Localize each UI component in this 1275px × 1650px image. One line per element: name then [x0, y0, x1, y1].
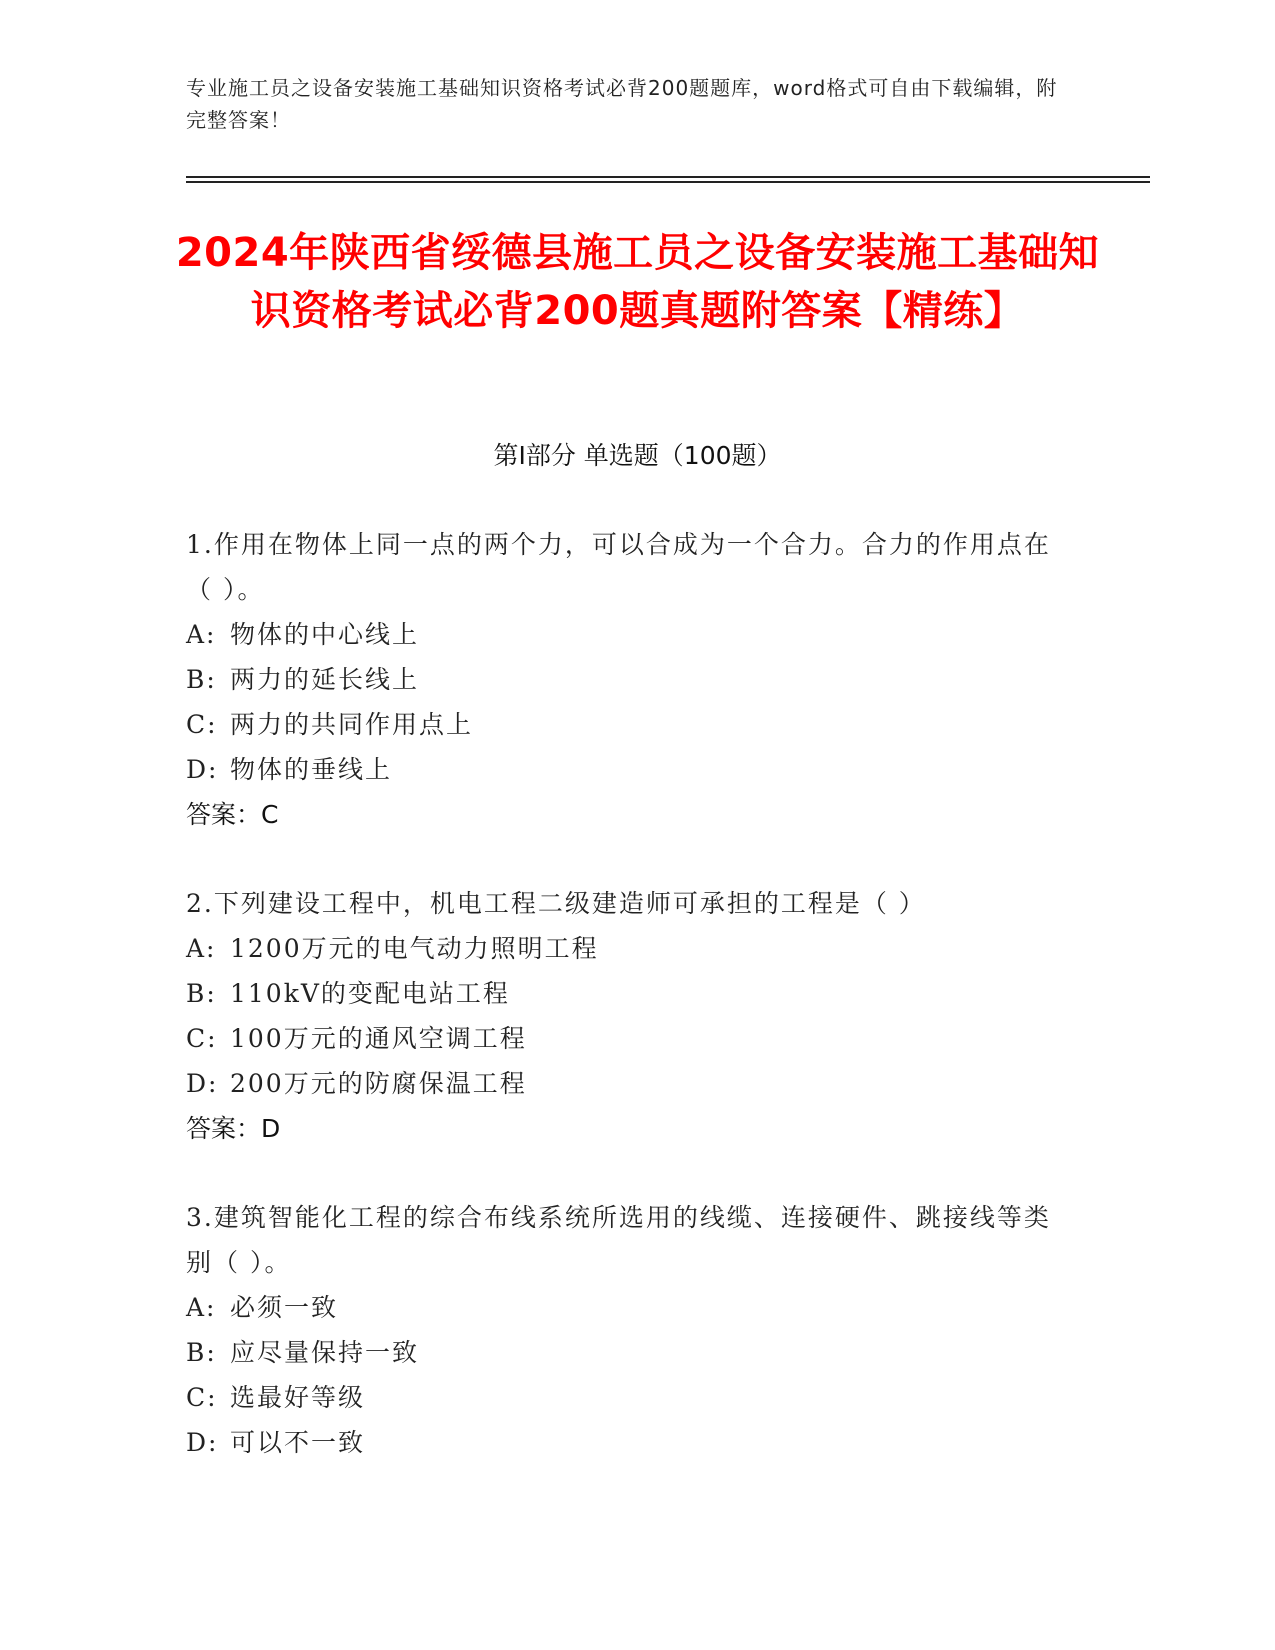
option-c: [186, 702, 1066, 747]
option-label: A:: [186, 620, 217, 649]
option-text: 可以不一致: [230, 1428, 366, 1457]
header-note: 专业施工员之设备安装施工基础知识资格考试必背200题题库，word格式可自由下载编辑，附完整答案！: [186, 76, 1058, 132]
answer-line: [186, 792, 1066, 837]
option-b: [186, 971, 1066, 1016]
option-a: [186, 612, 1066, 657]
option-a: [186, 1285, 1066, 1330]
header-rule-bottom: [186, 181, 1150, 183]
answer-line: [186, 1106, 1066, 1151]
answer-value: D: [261, 1114, 281, 1143]
option-label: D:: [186, 755, 219, 784]
option-label: A:: [186, 934, 217, 963]
option-b: [186, 657, 1066, 702]
question-stem: 2.下列建设工程中，机电工程二级建造师可承担的工程是（ ）: [186, 889, 926, 918]
option-d: [186, 1420, 1066, 1465]
question-3: [186, 1195, 1066, 1465]
option-text: 两力的延长线上: [230, 665, 420, 694]
answer-prefix: 答案：: [186, 800, 262, 829]
answer-prefix: 答案：: [186, 1114, 262, 1143]
option-text: 100万元的通风空调工程: [230, 1024, 527, 1053]
option-a: [186, 926, 1066, 971]
question-2: [186, 881, 1066, 1151]
option-text: 110kV的变配电站工程: [230, 979, 510, 1008]
header-rule-top: [186, 176, 1150, 178]
option-d: [186, 747, 1066, 792]
question-stem: 1.作用在物体上同一点的两个力，可以合成为一个合力。合力的作用点在（ ）。: [186, 530, 1051, 604]
question-stem: 3.建筑智能化工程的综合布线系统所选用的线缆、连接硬件、跳接线等类别（ ）。: [186, 1203, 1051, 1277]
question-1: [186, 522, 1066, 837]
option-label: C:: [186, 710, 218, 739]
option-label: C:: [186, 1383, 218, 1412]
option-text: 1200万元的电气动力照明工程: [230, 934, 599, 963]
option-text: 两力的共同作用点上: [230, 710, 474, 739]
option-c: [186, 1375, 1066, 1420]
option-d: [186, 1061, 1066, 1106]
option-text: 应尽量保持一致: [230, 1338, 420, 1367]
option-text: 必须一致: [230, 1293, 339, 1322]
option-text: 物体的中心线上: [230, 620, 420, 649]
answer-value: C: [261, 800, 279, 829]
option-b: [186, 1330, 1066, 1375]
question-list: [186, 522, 1066, 1509]
option-text: 物体的垂线上: [230, 755, 393, 784]
section-title: 第Ⅰ部分 单选题（100题）: [493, 441, 782, 470]
option-label: B:: [186, 1338, 217, 1367]
option-label: B:: [186, 979, 217, 1008]
document-title: 2024年陕西省绥德县施工员之设备安装施工基础知识资格考试必背200题真题附答案【精练】: [175, 230, 1100, 334]
option-label: D:: [186, 1428, 219, 1457]
option-label: A:: [186, 1293, 217, 1322]
option-label: B:: [186, 665, 217, 694]
option-text: 200万元的防腐保温工程: [230, 1069, 527, 1098]
option-text: 选最好等级: [230, 1383, 366, 1412]
option-label: C:: [186, 1024, 218, 1053]
option-c: [186, 1016, 1066, 1061]
option-label: D:: [186, 1069, 219, 1098]
